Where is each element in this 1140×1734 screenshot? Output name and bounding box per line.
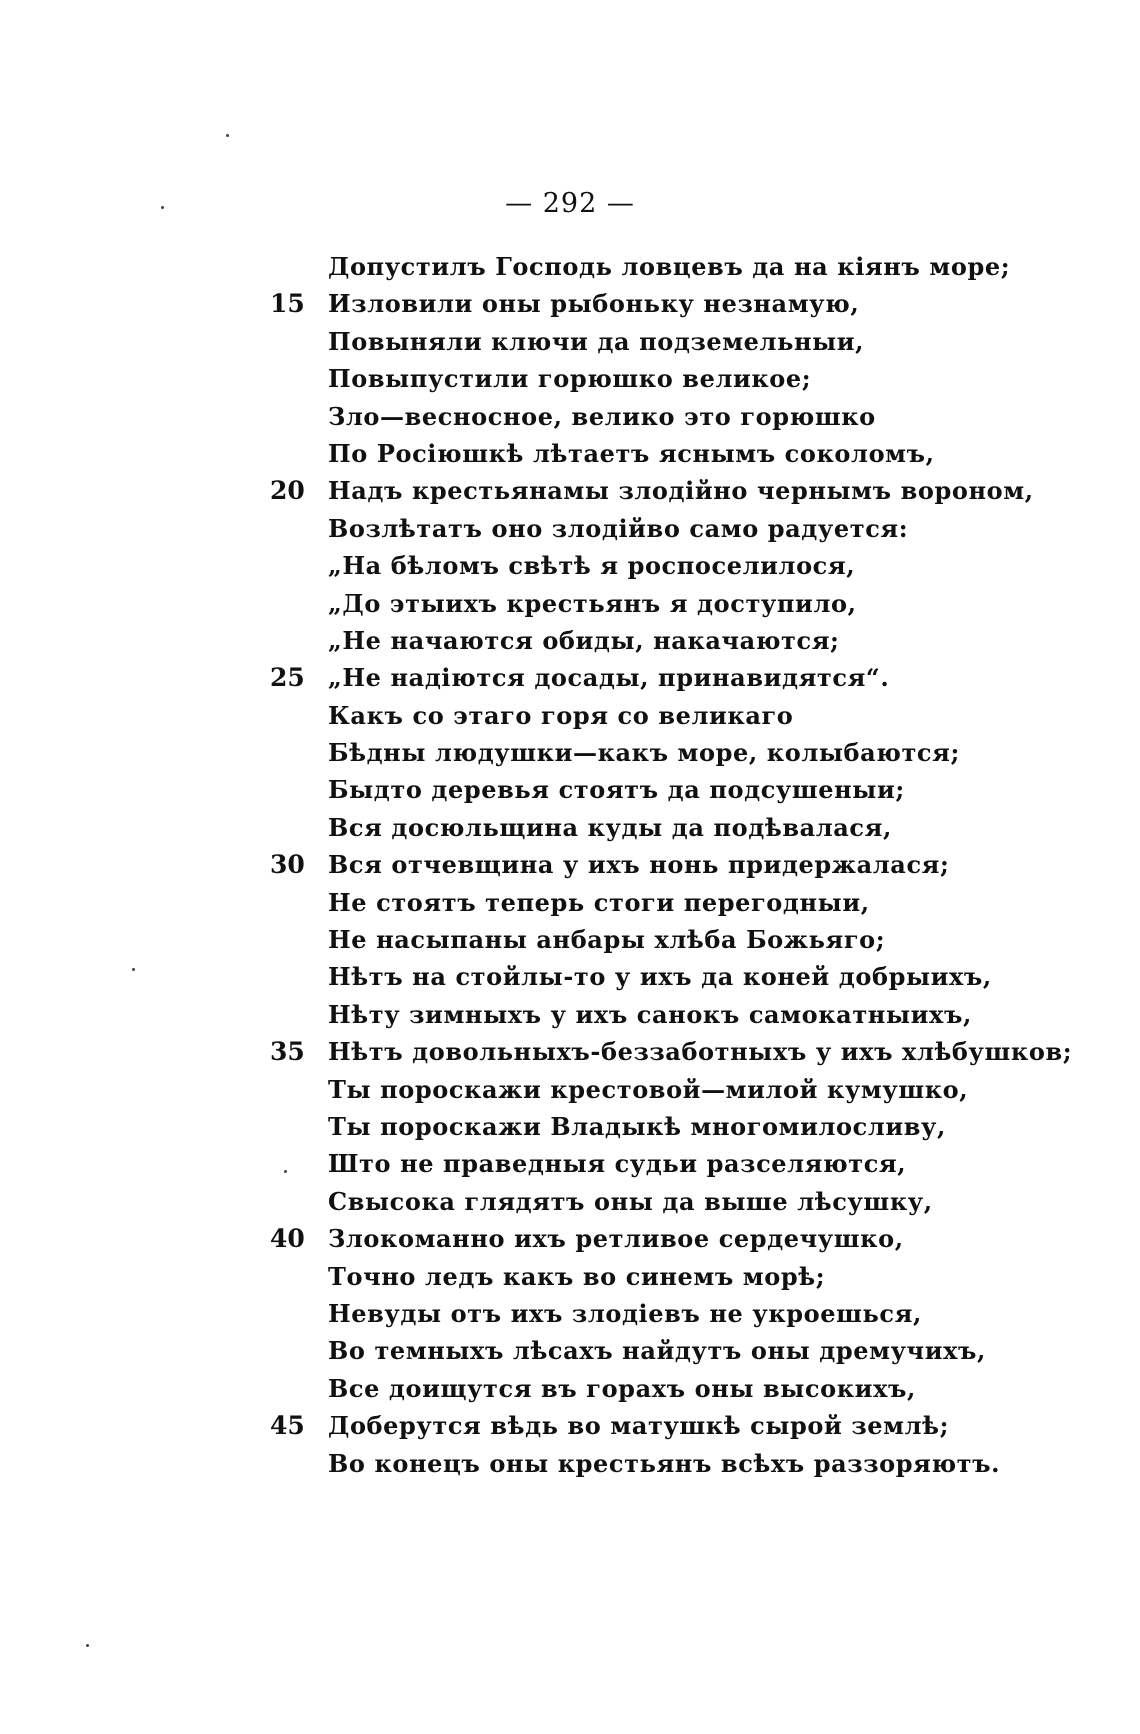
line-text: Невуды отъ ихъ злодіевъ не укроешься,: [328, 1298, 922, 1328]
line-text: Злокоманно ихъ ретливое сердечушко,: [328, 1224, 904, 1254]
verse-line: [270, 1370, 990, 1407]
line-number: 20: [270, 476, 305, 506]
line-number: 25: [270, 663, 305, 693]
verse-line: [270, 1071, 990, 1108]
line-text: Быдто деревья стоятъ да подсушеныи;: [328, 775, 905, 805]
line-text: Бѣдны людушки—какъ море, колыбаются;: [328, 738, 960, 768]
verse-line: [270, 996, 990, 1033]
line-text: Доберутся вѣдь во матушкѣ сырой землѣ;: [328, 1411, 950, 1441]
verse-line: [270, 1407, 990, 1444]
verse-line: [270, 1145, 990, 1182]
line-text: Вся отчевщина у ихъ нонь придержалася;: [328, 850, 950, 880]
verse-line: [270, 1258, 990, 1295]
line-text: Изловили оны рыбоньку незнамую,: [328, 289, 860, 319]
line-text: Нѣту зимныхъ у ихъ санокъ самокатныихъ,: [328, 999, 972, 1029]
verse-line: [270, 248, 1011, 285]
line-text: „Не надіются досады, принавидятся“.: [328, 663, 890, 693]
verse-line: [270, 547, 990, 584]
verse-line: [270, 1295, 990, 1332]
scan-speck: [161, 206, 164, 209]
verse-line: [270, 622, 990, 659]
verse-line: [270, 472, 1034, 509]
verse-line: [270, 1183, 990, 1220]
scan-speck: [284, 1170, 287, 1173]
line-text: Во конецъ оны крестьянъ всѣхъ раззоряютъ.: [328, 1448, 1001, 1478]
line-text: „Не начаются обиды, накачаются;: [328, 625, 840, 655]
line-number: 15: [270, 289, 305, 319]
line-number: 30: [270, 850, 305, 880]
verse-line: [270, 1332, 990, 1369]
line-text: Зло—весносное, велико это горюшко: [328, 401, 876, 431]
poem-text: [270, 248, 1073, 1482]
line-text: Надъ крестьянамы злодійно чернымъ вороном,: [328, 476, 1034, 506]
line-text: Повыняли ключи да подземельныи,: [328, 326, 865, 356]
line-text: Допустилъ Господь ловцевъ да на кіянъ море;: [328, 252, 1011, 281]
verse-line: [270, 323, 990, 360]
page-number: — 292 —: [505, 188, 635, 219]
line-text: Ты пороскажи крестовой—милой кумушко,: [328, 1074, 969, 1104]
verse-line: [270, 510, 990, 547]
line-text: Не насыпаны анбары хлѣба Божьяго;: [328, 925, 886, 955]
verse-line: [270, 1220, 990, 1257]
verse-line: [270, 734, 990, 771]
line-number: 40: [270, 1224, 305, 1254]
verse-line: [270, 697, 990, 734]
scan-speck: [86, 1644, 89, 1647]
verse-line: [270, 921, 990, 958]
verse-line: [270, 1445, 1001, 1482]
line-text: „На бѣломъ свѣтѣ я роспоселилося,: [328, 551, 856, 581]
line-text: „До этыихъ крестьянъ я доступило,: [328, 588, 857, 618]
verse-line: [270, 285, 990, 322]
line-text: Все доищутся въ горахъ оны высокихъ,: [328, 1373, 916, 1403]
line-text: Возлѣтатъ оно злодійво само радуется:: [328, 513, 909, 543]
verse-line: [270, 360, 990, 397]
verse-line: [270, 884, 990, 921]
verse-line: [270, 1108, 990, 1145]
line-number: 45: [270, 1411, 305, 1441]
verse-line: [270, 809, 990, 846]
line-text: Нѣтъ довольныхъ-беззаботныхъ у ихъ хлѣбушков;: [328, 1037, 1073, 1067]
scan-speck: [132, 968, 135, 971]
line-number: 35: [270, 1037, 305, 1067]
verse-line: [270, 846, 990, 883]
line-text: Нѣтъ на стойлы-то у ихъ да коней добрыихъ,: [328, 962, 992, 992]
line-text: Точно ледъ какъ во синемъ морѣ;: [328, 1261, 826, 1291]
verse-line: [270, 585, 990, 622]
verse-line: [270, 1033, 1073, 1070]
line-text: Повыпустили горюшко великое;: [328, 364, 812, 394]
line-text: Што не праведныя судьи разселяются,: [328, 1149, 907, 1179]
line-text: Во темныхъ лѣсахъ найдутъ оны дремучихъ,: [328, 1336, 986, 1366]
verse-line: [270, 771, 990, 808]
verse-line: [270, 958, 990, 995]
line-text: Вся досюльщина куды да подѣвалася,: [328, 812, 892, 842]
line-text: По Росіюшкѣ лѣтаетъ яснымъ соколомъ,: [328, 438, 935, 468]
line-text: Ты пороскажи Владыкѣ многомилосливу,: [328, 1111, 946, 1141]
line-text: Какъ со этаго горя со великаго: [328, 700, 794, 730]
scan-speck: [226, 134, 229, 137]
verse-line: [270, 659, 990, 696]
verse-line: [270, 398, 990, 435]
verse-line: [270, 435, 990, 472]
line-text: Свысока глядятъ оны да выше лѣсушку,: [328, 1186, 933, 1216]
line-text: Не стоятъ теперь стоги перегодныи,: [328, 887, 870, 917]
